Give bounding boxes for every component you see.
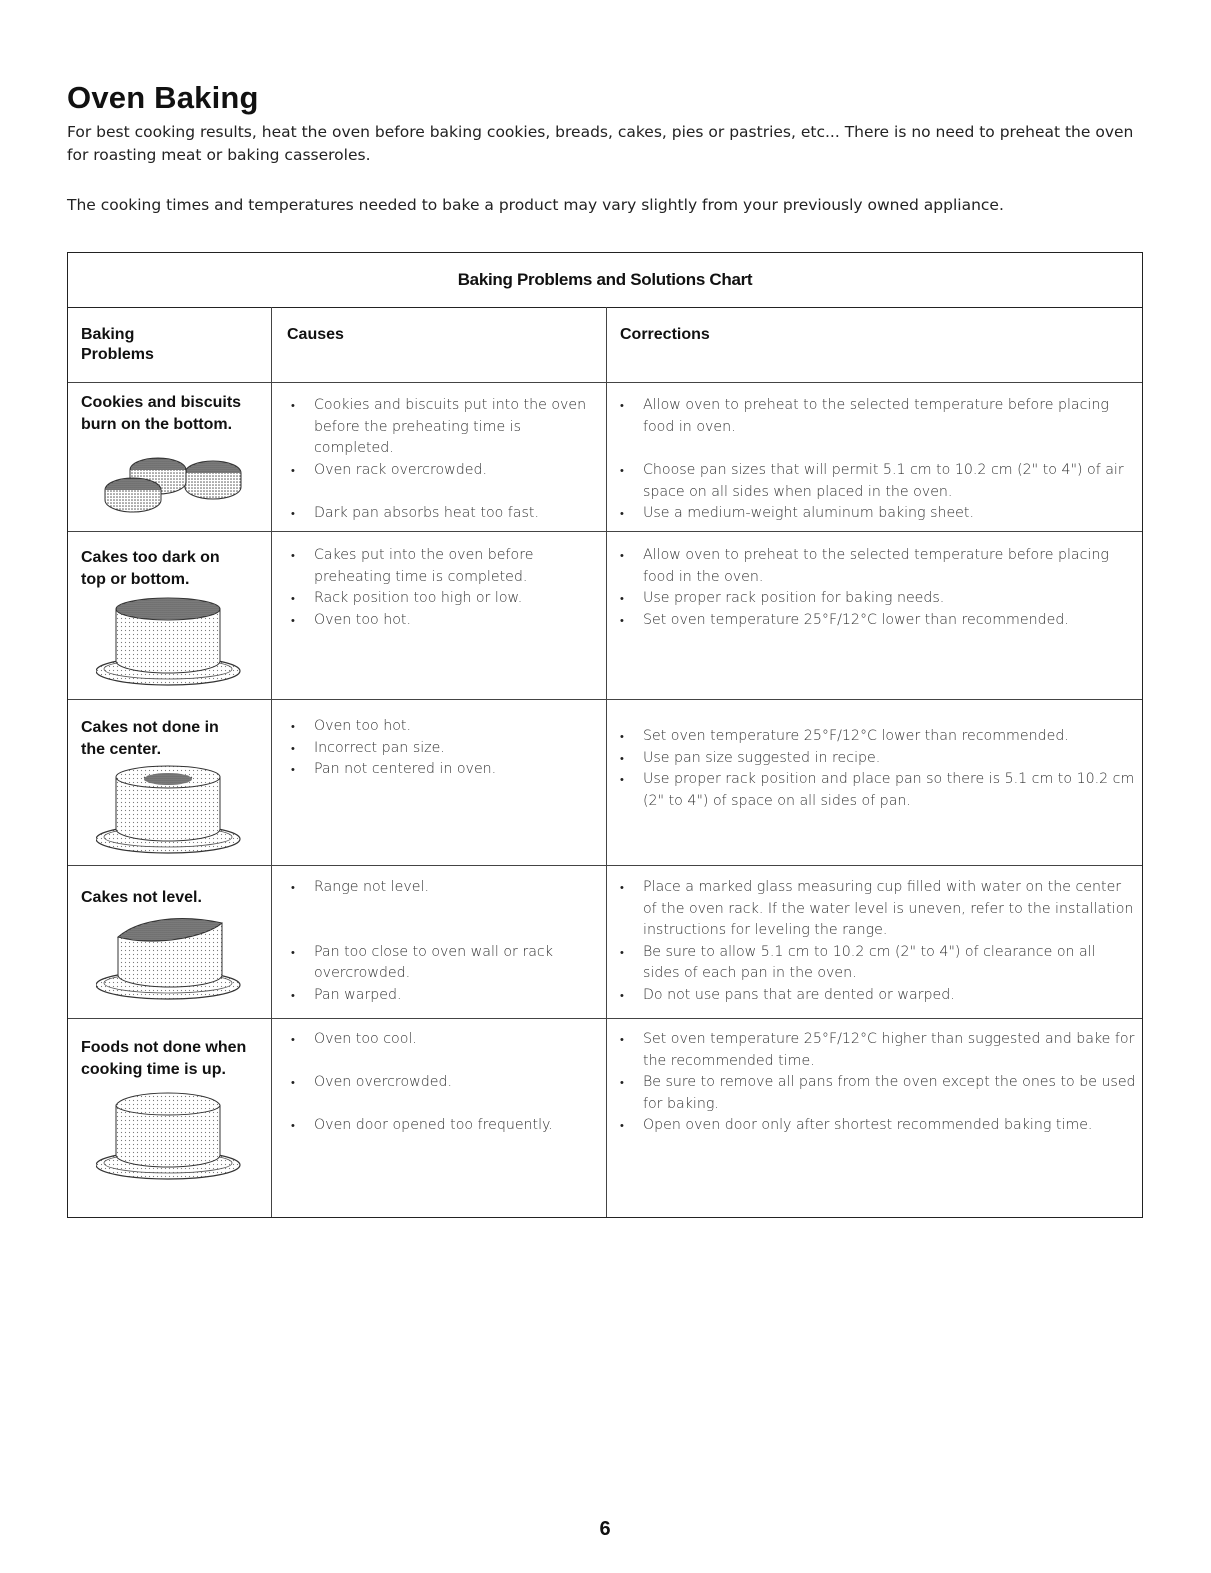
- correction-item: • Use proper rack position and place pan so there is 5.1 cm to 10.2 cm (2" to 4") of space on all sides of pan.: [616, 769, 1136, 812]
- page-number: 6: [599, 1518, 611, 1540]
- column-divider-2: [606, 307, 607, 1217]
- row-divider-3: [68, 865, 1142, 866]
- problem-line-2: burn on the bottom.: [81, 416, 233, 433]
- cause-item: • Oven door opened too frequently.: [287, 1115, 592, 1137]
- correction-item: • Set oven temperature 25°F/12°C lower than recommended.: [616, 726, 1136, 748]
- cause-item: • Incorrect pan size.: [287, 738, 592, 760]
- corrections-list: [616, 877, 1136, 1006]
- cause-item: • Cookies and biscuits put into the oven before the preheating time is completed.: [287, 395, 592, 460]
- cause-item: • Rack position too high or low.: [287, 588, 592, 610]
- intro-paragraph-2: The cooking times and temperatures needed to bake a product may vary slightly from your previously owned appliance.: [67, 196, 1004, 214]
- correction-item: • Be sure to remove all pans from the oven except the ones to be used for baking.: [616, 1072, 1136, 1115]
- baking-problems-chart: [67, 252, 1143, 1218]
- cause-item: • Oven too cool.: [287, 1029, 592, 1051]
- problem-title: [81, 1037, 271, 1081]
- chart-title: Baking Problems and Solutions Chart: [68, 253, 1142, 308]
- correction-item: • Use pan size suggested in recipe.: [616, 748, 1136, 770]
- intro-paragraph-1: For best cooking results, heat the oven before baking cookies, breads, cakes, pies or pastries, etc... There is no need to preheat the oven for roasting meat or baking casseroles.: [67, 123, 1134, 164]
- causes-list: [287, 395, 592, 524]
- problem-line-2: top or bottom.: [81, 571, 190, 588]
- problem-line-1: Foods not done when: [81, 1039, 247, 1056]
- problem-title: [81, 392, 271, 436]
- cause-item: • Pan warped.: [287, 985, 592, 1007]
- cause-item: • Oven rack overcrowded.: [287, 460, 592, 482]
- cookies-icon: [98, 448, 248, 514]
- correction-item: • Allow oven to preheat to the selected temperature before placing food in oven.: [616, 395, 1136, 438]
- header-causes: Causes: [287, 326, 344, 343]
- cause-item: • Dark pan absorbs heat too fast.: [287, 503, 592, 525]
- correction-item: • Use a medium-weight aluminum baking sheet.: [616, 503, 1136, 525]
- causes-list: [287, 545, 592, 631]
- cake-sunken-icon: [96, 765, 246, 857]
- causes-list: [287, 877, 592, 1006]
- causes-list: [287, 716, 592, 781]
- cause-item: • Cakes put into the oven before preheating time is completed.: [287, 545, 592, 588]
- header-corrections: Corrections: [620, 326, 710, 343]
- correction-item: • Be sure to allow 5.1 cm to 10.2 cm (2" to 4") of clearance on all sides of each pan in the oven.: [616, 942, 1136, 985]
- cause-item: • Pan not centered in oven.: [287, 759, 592, 781]
- row-divider-2: [68, 699, 1142, 700]
- header-baking-problems: Baking Problems: [81, 326, 154, 363]
- correction-item: • Choose pan sizes that will permit 5.1 cm to 10.2 cm (2" to 4") of air space on all sides when placed in the oven.: [616, 460, 1136, 503]
- corrections-list: [616, 545, 1136, 631]
- cake-dark-icon: [96, 597, 246, 689]
- problem-title: [81, 547, 271, 591]
- row-divider-1: [68, 531, 1142, 532]
- cause-item: • Pan too close to oven wall or rack overcrowded.: [287, 942, 592, 985]
- page-title: Oven Baking: [67, 80, 259, 115]
- cause-item: • Range not level.: [287, 877, 592, 899]
- correction-item: • Set oven temperature 25°F/12°C higher than suggested and bake for the recommended time.: [616, 1029, 1136, 1072]
- correction-item: • Do not use pans that are dented or warped.: [616, 985, 1136, 1007]
- correction-item: • Place a marked glass measuring cup filled with water on the center of the oven rack. If the water level is uneven, refer to the installation instructions for leveling the range.: [616, 877, 1136, 942]
- cake-tilted-icon: [96, 917, 246, 1003]
- problem-line-1: Cakes not level.: [81, 889, 202, 906]
- problem-line-1: Cakes not done in: [81, 719, 219, 736]
- correction-item: • Open oven door only after shortest recommended baking time.: [616, 1115, 1136, 1137]
- cause-item: • Oven overcrowded.: [287, 1072, 592, 1094]
- problem-line-2: cooking time is up.: [81, 1061, 226, 1078]
- problem-line-1: Cakes too dark on: [81, 549, 220, 566]
- column-divider-1: [271, 307, 272, 1217]
- corrections-list: [616, 395, 1136, 525]
- correction-item: • Set oven temperature 25°F/12°C lower than recommended.: [616, 610, 1136, 632]
- problem-title: [81, 717, 271, 761]
- cake-pale-icon: [96, 1091, 246, 1183]
- correction-item: • Use proper rack position for baking needs.: [616, 588, 1136, 610]
- corrections-list: [616, 726, 1136, 812]
- row-divider-4: [68, 1018, 1142, 1019]
- causes-list: [287, 1029, 592, 1137]
- row-divider-header: [68, 382, 1142, 383]
- problem-line-2: the center.: [81, 741, 162, 758]
- problem-line-1: Cookies and biscuits: [81, 394, 242, 411]
- correction-item: • Allow oven to preheat to the selected temperature before placing food in the oven.: [616, 545, 1136, 588]
- cause-item: • Oven too hot.: [287, 610, 592, 632]
- corrections-list: [616, 1029, 1136, 1137]
- problem-title: [81, 887, 271, 909]
- cause-item: • Oven too hot.: [287, 716, 592, 738]
